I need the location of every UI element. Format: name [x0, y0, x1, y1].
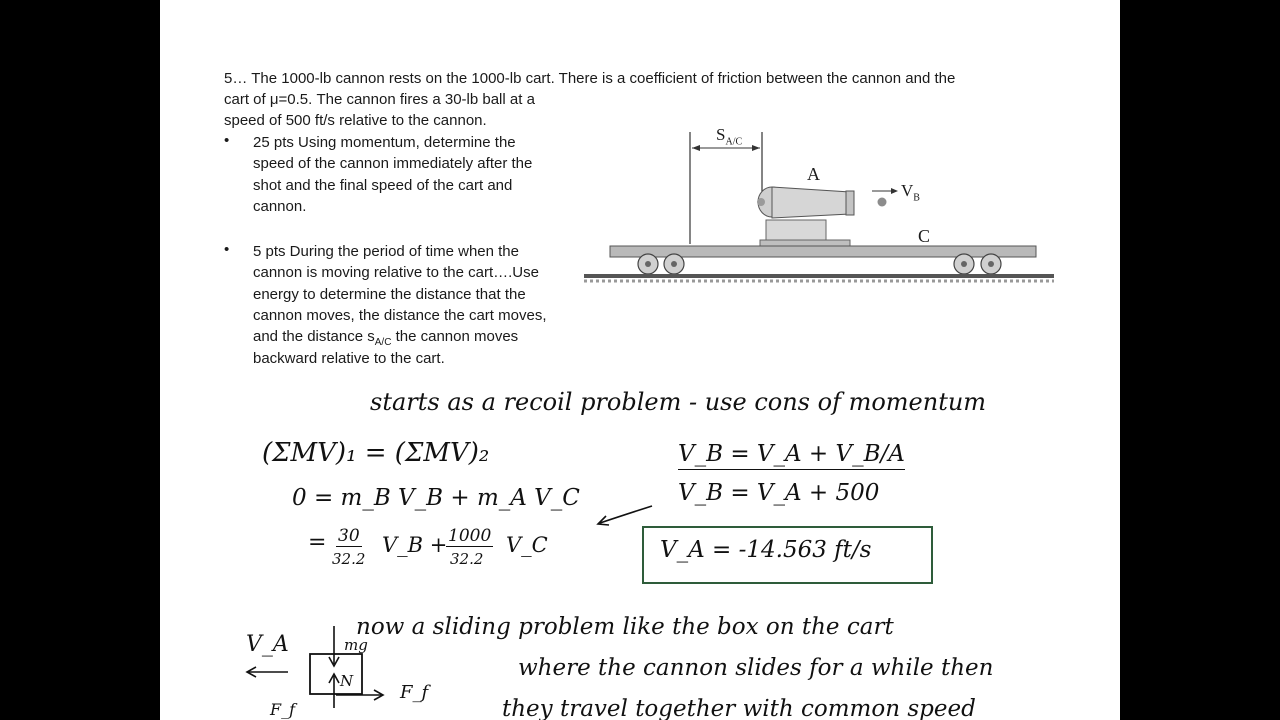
hw-sliding-line-1: now a sliding problem like the box on the cart: [356, 614, 894, 640]
hw-fbd-friction-left: F_f: [270, 700, 296, 719]
hw-fbd-mg: mg: [344, 636, 368, 654]
hw-momentum-expanded: 0 = m_B V_B + m_A V_C: [292, 485, 580, 511]
hw-eq3-vb: V_B +: [382, 533, 448, 557]
hw-sliding-line-2: where the cannon slides for a while then: [518, 655, 994, 681]
bullet-2-line-1: 5 pts During the period of time when the: [253, 243, 519, 260]
hw-fbd-normal: N: [340, 672, 354, 690]
hw-fbd-friction-right: F_f: [400, 682, 429, 703]
label-vb-sub: B: [913, 192, 920, 204]
bullet-2-line-4: cannon moves, the distance the cart moves,: [253, 307, 547, 324]
hw-eq3-denominator-1: 32.2: [332, 550, 366, 568]
hw-fbd-va: V_A: [246, 632, 289, 657]
hw-eq3-numerator-2: 1000: [448, 526, 492, 546]
bullet-2-line-3: energy to determine the distance that the: [253, 286, 526, 303]
hw-heading: starts as a recoil problem - use cons of momentum: [370, 388, 987, 416]
problem-line-3: speed of 500 ft/s relative to the cannon.: [224, 112, 487, 129]
problem-line-1: 5… The 1000-lb cannon rests on the 1000-lb cart. There is a coefficient of friction between the cannon and the: [224, 70, 956, 87]
hw-answer: V_A = -14.563 ft/s: [660, 537, 872, 563]
bullet-2-line-5-pre: and the distance s: [253, 328, 375, 345]
bullet-2-line-5-post: the cannon moves: [391, 328, 519, 345]
bullet-1-line-1: 25 pts Using momentum, determine the: [253, 134, 516, 151]
problem-line-2: cart of μ=0.5. The cannon fires a 30-lb ball at a: [224, 91, 535, 108]
hw-momentum-eq: (ΣMV)₁ = (ΣMV)₂: [262, 438, 490, 468]
document-page: [160, 0, 1120, 720]
hw-relative-velocity-2: V_B = V_A + 500: [678, 480, 880, 506]
bullet-1-line-2: speed of the cannon immediately after the: [253, 155, 533, 172]
bullet-1-line-4: cannon.: [253, 198, 307, 215]
label-sac-sub: A/C: [725, 136, 743, 148]
bullet-marker-1: •: [224, 132, 230, 149]
bullet-2-line-2: cannon is moving relative to the cart….Use: [253, 264, 539, 281]
bullet-2-line-6: backward relative to the cart.: [253, 350, 445, 367]
hw-eq3-equals: =: [308, 530, 327, 555]
free-body-diagram: [160, 0, 1120, 720]
label-sac-main: S: [716, 125, 726, 144]
hw-eq3-numerator-1: 30: [338, 526, 360, 546]
label-vb-main: V: [901, 181, 914, 200]
sac-subscript: A/C: [374, 337, 392, 348]
bullet-1-line-3: shot and the final speed of the cart and: [253, 177, 513, 194]
hw-relative-velocity-1: V_B = V_A + V_B/A: [678, 441, 905, 470]
hw-eq3-vc: V_C: [506, 533, 548, 557]
label-cart-c: C: [918, 226, 931, 246]
hw-eq3-denominator-2: 32.2: [450, 550, 484, 568]
hw-sliding-line-3: they travel together with common speed: [502, 696, 976, 720]
bullet-marker-2: •: [224, 241, 230, 258]
label-cannon-a: A: [807, 164, 820, 184]
